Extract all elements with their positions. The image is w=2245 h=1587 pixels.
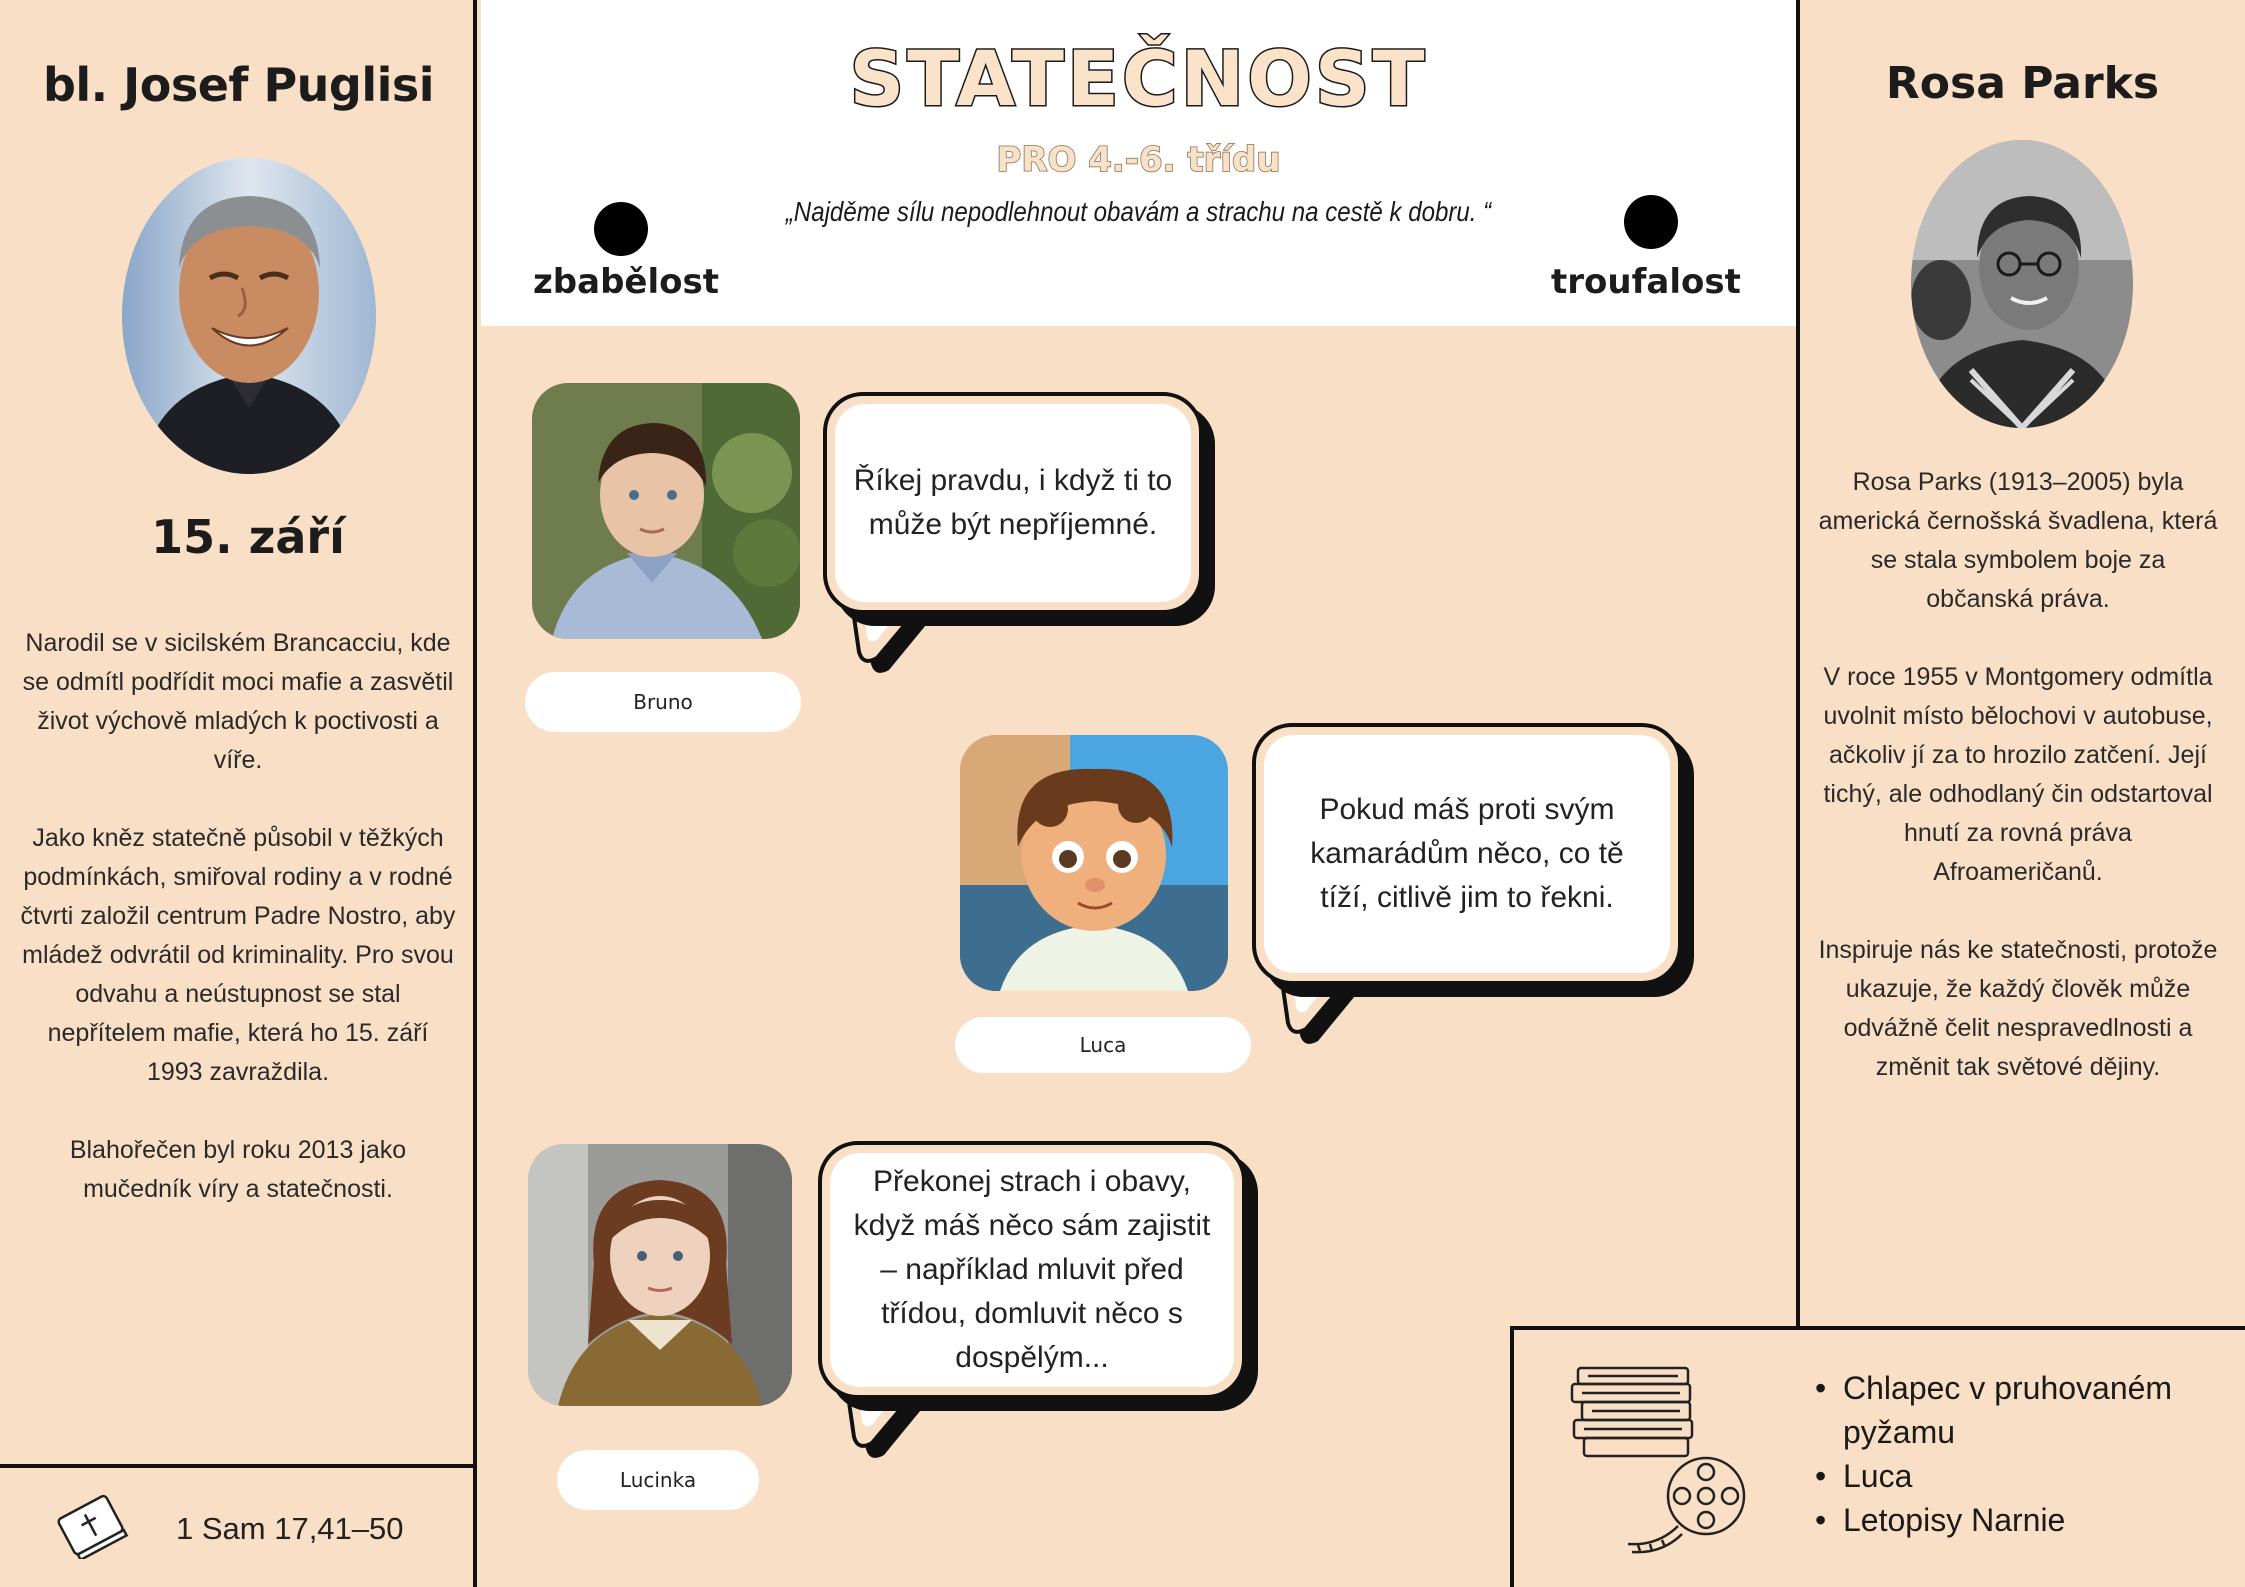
rosa-parks-portrait — [1911, 140, 2133, 428]
character-name-luca: Luca — [955, 1017, 1251, 1073]
resources-top-border — [1510, 1326, 2245, 1330]
puglisi-bio-paragraph: Narodil se v sicilském Brancacciu, kde se odmítl podřídit moci mafie a zasvětil život výchově mladých k poctivosti a víře. — [22, 629, 454, 774]
speech-bubble-lucinka — [818, 1141, 1246, 1399]
resource-item: • Letopisy Narnie — [1815, 1498, 2195, 1542]
rosa-parks-bio — [1818, 463, 2218, 1126]
lucinka-image — [528, 1144, 792, 1406]
right-person-name: Rosa Parks — [1885, 58, 2160, 109]
film-reel-icon — [1618, 1450, 1748, 1565]
puglisi-bio — [20, 624, 456, 1248]
resource-item: • Chlapec v pruhovaném pyžamu — [1815, 1366, 2195, 1454]
speech-bubble-bruno — [823, 392, 1203, 614]
luca-image — [960, 735, 1228, 991]
left-person-name: bl. Josef Puglisi — [42, 58, 435, 112]
rosa-parks-bio-paragraph: Rosa Parks (1913–2005) byla americká černošská švadlena, která se stala symbolem boje za občanská práva. — [1818, 468, 2218, 613]
rosa-parks-bio-paragraph: V roce 1955 v Montgomery odmítla uvolnit místo bělochovi v autobuse, ačkoliv jí za to hrozilo zatčení. Její tichý, ale odhodlaný čin odstartoval hnutí za rovná práva Afroameričanů. — [1823, 663, 2213, 886]
left-bottom-divider — [0, 1464, 475, 1468]
speech-bubble-luca — [1252, 723, 1682, 985]
advice-text-bruno: Říkej pravdu, i když ti to může být nepříjemné. — [835, 404, 1191, 602]
puglisi-portrait — [122, 158, 376, 474]
advice-text-lucinka: Překonej strach i obavy, když máš něco sám zajistit – například mluvit před třídou, domluvit něco s dospělým... — [830, 1153, 1234, 1387]
bruno-image — [532, 383, 800, 639]
right-column-border — [1796, 0, 1800, 1330]
left-column-border — [473, 0, 477, 1587]
feast-date: 15. září — [151, 510, 345, 564]
page-title: STATEČNOST — [849, 34, 1428, 123]
resources-list — [1815, 1366, 2195, 1542]
puglisi-bio-paragraph: Blahořečen byl roku 2013 jako mučedník víry a statečnosti. — [69, 1136, 407, 1203]
resources-left-border — [1510, 1326, 1514, 1587]
character-name-lucinka: Lucinka — [557, 1450, 759, 1510]
rosa-parks-bio-paragraph: Inspiruje nás ke statečnosti, protože ukazuje, že každý člověk může odvážně čelit nespravedlnosti a změnit tak světové dějiny. — [1818, 936, 2218, 1081]
puglisi-bio-paragraph: Jako kněz statečně působil v těžkých podmínkách, smiřoval rodiny a v rodné čtvrti založil centrum Padre Nostro, aby mládež odvrátil od kriminality. Pro svou odvahu a neústupnost se stal nepřítelem mafie, která ho 15. září 1993 zavraždila. — [20, 824, 456, 1086]
scale-right-label: troufalost — [1551, 262, 1741, 302]
bible-reference-text: 1 Sam 17,41–50 — [176, 1510, 404, 1546]
scale-right-dot — [1624, 195, 1678, 249]
resource-item: • Luca — [1815, 1454, 2195, 1498]
scale-left-label: zbabělost — [533, 262, 719, 302]
motto-quote: „Najděme sílu nepodlehnout obavám a strachu na cestě k dobru. “ — [785, 196, 1492, 227]
grade-subtitle: PRO 4.-6. třídu — [996, 140, 1281, 180]
bible-icon — [52, 1493, 130, 1564]
advice-text-luca: Pokud máš proti svým kamarádům něco, co tě tíží, citlivě jim to řekni. — [1264, 735, 1670, 973]
scale-left-dot — [594, 202, 648, 256]
character-name-bruno: Bruno — [525, 672, 801, 732]
bible-reference — [52, 1493, 404, 1564]
